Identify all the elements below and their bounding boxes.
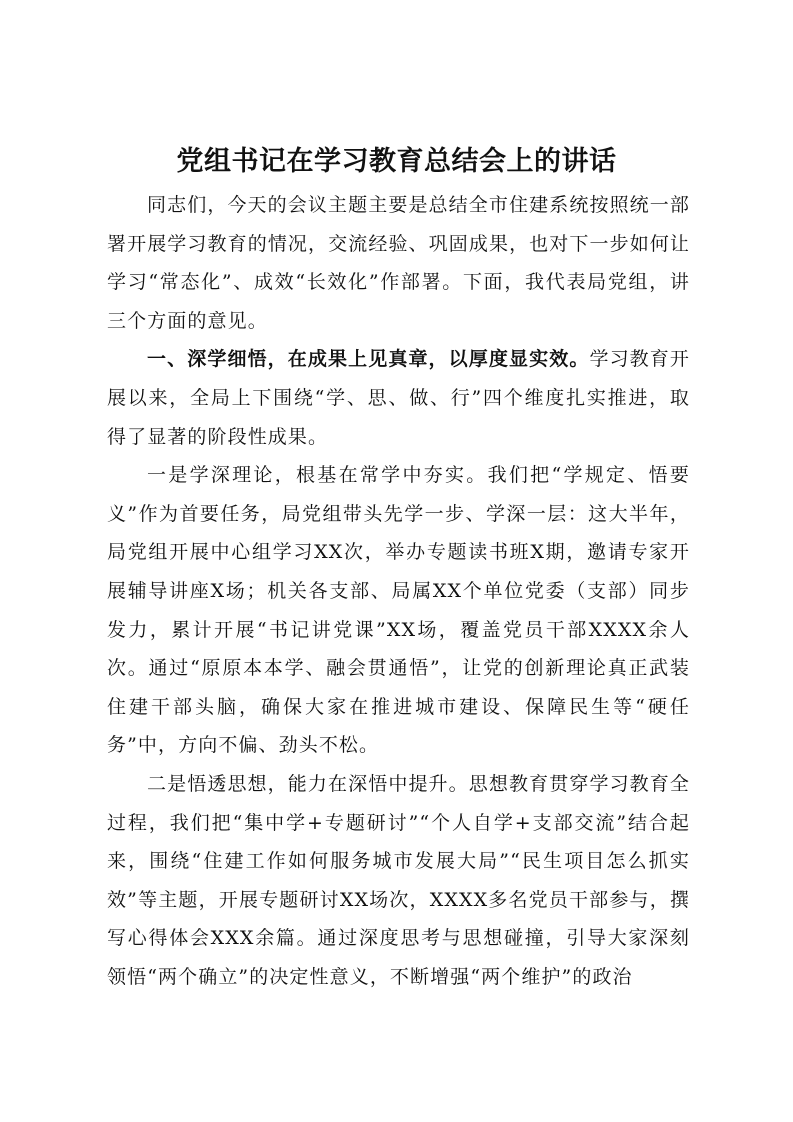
paragraph-text: 学习教育开展以来，全局上下围绕“学、思、做、行”四个维度扎实推进，取得了显著的阶段性成果。 [107, 348, 690, 448]
paragraph-point-two [107, 765, 690, 997]
paragraph-text: 二是悟透思想，能力在深悟中提升。思想教育贯穿学习教育全过程，我们把“集中学+专题研讨”“个人自学+支部交流”结合起来，围绕“住建工作如何服务城市发展大局”“民生项目怎么抓实效”等主题，开展专题研讨XX场次，XXXX多名党员干部参与，撰写心得体会XXX余篇。通过深度思考与思想碰撞，引导大家深刻领悟“两个确立”的决定性意义，不断增强“两个维护”的政治 [107, 772, 690, 988]
document-body [107, 186, 690, 996]
paragraph-text: 一是学深理论，根基在常学中夯实。我们把“学规定、悟要义”作为首要任务，局党组带头先学一步、学深一层：这大半年，局党组开展中心组学习XX次，举办专题读书班X期，邀请专家开展辅导讲座X场；机关各支部、局属XX个单位党委（支部）同步发力，累计开展“书记讲党课”XX场，覆盖党员干部XXXX余人次。通过“原原本本学、融会贯通悟”，让党的创新理论真正武装住建干部头脑，确保大家在推进城市建设、保障民生等“硬任务”中，方向不偏、劲头不松。 [107, 464, 690, 757]
paragraph-point-one [107, 456, 690, 765]
paragraph-opening [107, 186, 690, 340]
document-title: 党组书记在学习教育总结会上的讲话 [176, 146, 617, 177]
paragraph-text: 同志们，今天的会议主题主要是总结全市住建系统按照统一部署开展学习教育的情况，交流经验、巩固成果，也对下一步如何让学习“常态化”、成效“长效化”作部署。下面，我代表局党组，讲三个方面的意见。 [107, 194, 690, 332]
section-heading: 一、深学细悟，在成果上见真章，以厚度显实效。 [147, 348, 590, 371]
paragraph-section-one [107, 340, 690, 456]
